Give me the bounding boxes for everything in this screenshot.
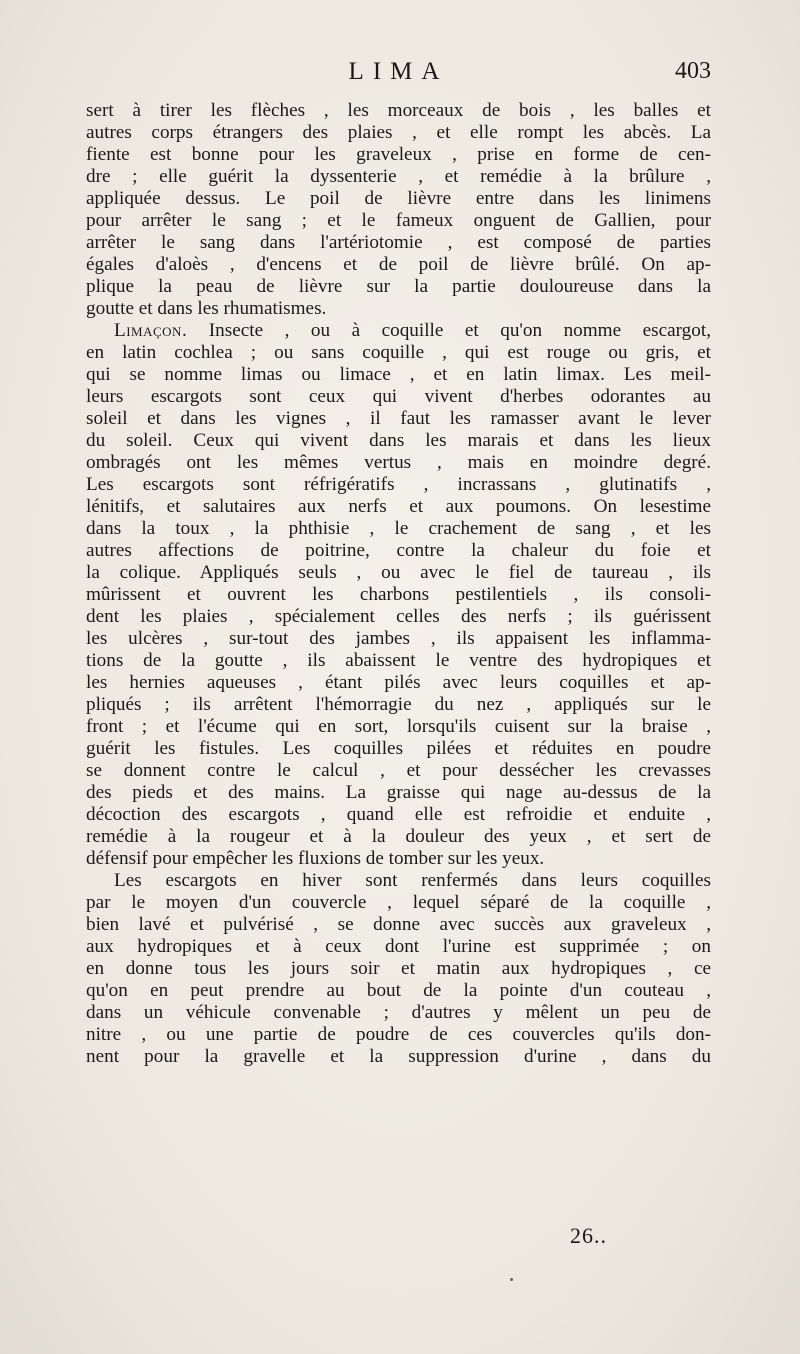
running-header xyxy=(86,58,711,98)
text-line: se donnent contre le calcul , et pour dessécher les crevasses xyxy=(86,760,711,781)
page-number: 403 xyxy=(675,58,711,84)
text-line: décoction des escargots , quand elle est refroidie et enduite , xyxy=(86,804,711,825)
paragraph-continuation xyxy=(86,100,711,320)
text-line: qui se nomme limas ou limace , et en latin limax. Les meil- xyxy=(86,364,711,385)
text-line: les hernies aqueuses , étant pilés avec leurs coquilles et ap- xyxy=(86,672,711,693)
text-line: goutte et dans les rhumatismes. xyxy=(86,298,327,319)
entry-limacon xyxy=(86,320,711,870)
text-line: Les escargots sont réfrigératifs , incrassans , glutinatifs , xyxy=(86,474,711,495)
text-line: remédie à la rougeur et à la douleur des yeux , et sert de xyxy=(86,826,711,847)
text-line: défensif pour empêcher les fluxions de tomber sur les yeux. xyxy=(86,848,545,869)
text-line: nitre , ou une partie de poudre de ces couvercles qu'ils don- xyxy=(86,1024,711,1045)
paragraph-escargots-hiver xyxy=(86,870,711,1068)
text-line: en donne tous les jours soir et matin aux hydropiques , ce xyxy=(86,958,711,979)
text-line: tions de la goutte , ils abaissent le ventre des hydropiques et xyxy=(86,650,711,671)
text-line: pour arrêter le sang ; et le fameux onguent de Gallien, pour xyxy=(86,210,711,231)
text-line: front ; et l'écume qui en sort, lorsqu'ils cuisent sur la braise , xyxy=(86,716,711,737)
running-title: LIMA xyxy=(348,58,449,85)
text-line: leurs escargots sont ceux qui vivent d'herbes odorantes au xyxy=(86,386,711,407)
text-line: plique la peau de lièvre sur la partie douloureuse dans la xyxy=(86,276,711,297)
text-line: la colique. Appliqués seuls , ou avec le fiel de taureau , ils xyxy=(86,562,711,583)
text-line: ombragés ont les mêmes vertus , mais en moindre degré. xyxy=(86,452,711,473)
text-line: dans la toux , la phthisie , le crachement de sang , et les xyxy=(86,518,711,539)
text-line: du soleil. Ceux qui vivent dans les marais et dans les lieux xyxy=(86,430,711,451)
text-line: fiente est bonne pour les graveleux , prise en forme de cen- xyxy=(86,144,711,165)
text-line: dre ; elle guérit la dyssenterie , et remédie à la brûlure , xyxy=(86,166,711,187)
text-line: guérit les fistules. Les coquilles pilées et réduites en poudre xyxy=(86,738,711,759)
text-line: égales d'aloès , d'encens et de poil de lièvre brûlé. On ap- xyxy=(86,254,711,275)
text-line: dent les plaies , spécialement celles des nerfs ; ils guérissent xyxy=(86,606,711,627)
text-line: nent pour la gravelle et la suppression d'urine , dans du xyxy=(86,1046,711,1067)
entry-headword: Limaçon. xyxy=(114,320,188,341)
text-line: par le moyen d'un couvercle , lequel séparé de la coquille , xyxy=(86,892,711,913)
text-line: arrêter le sang dans l'artériotomie , est composé de parties xyxy=(86,232,711,253)
text-line: autres corps étrangers des plaies , et elle rompt les abcès. La xyxy=(86,122,711,143)
text-line: lénitifs, et salutaires aux nerfs et aux poumons. On lesestime xyxy=(86,496,711,517)
text-line: en latin cochlea ; ou sans coquille , qui est rouge ou gris, et xyxy=(86,342,711,363)
text-line: qu'on en peut prendre au bout de la pointe d'un couteau , xyxy=(86,980,711,1001)
text-line: des pieds et des mains. La graisse qui nage au-dessus de la xyxy=(86,782,711,803)
text-line: bien lavé et pulvérisé , se donne avec succès aux graveleux , xyxy=(86,914,711,935)
text-line: les ulcères , sur-tout des jambes , ils appaisent les inflamma- xyxy=(86,628,711,649)
text-line: appliquée dessus. Le poil de lièvre entre dans les linimens xyxy=(86,188,711,209)
text-line: pliqués ; ils arrêtent l'hémorragie du nez , appliqués sur le xyxy=(86,694,711,715)
signature-mark: 26.. xyxy=(570,1223,607,1248)
text-line: sert à tirer les flèches , les morceaux de bois , les balles et xyxy=(86,100,711,121)
text-line xyxy=(86,320,711,342)
text-line: Les escargots en hiver sont renfermés dans leurs coquilles xyxy=(114,870,711,891)
text-line: autres affections de poitrine, contre la chaleur du foie et xyxy=(86,540,711,561)
text-line: dans un véhicule convenable ; d'autres y mêlent un peu de xyxy=(86,1002,711,1023)
text-line: aux hydropiques et à ceux dont l'urine est supprimée ; on xyxy=(86,936,711,957)
paper-speck xyxy=(510,1278,513,1281)
text-line: soleil et dans les vignes , il faut les ramasser avant le lever xyxy=(86,408,711,429)
entry-first-line: Insecte , ou à coquille et qu'on nomme escargot, xyxy=(187,320,711,341)
text-line: mûrissent et ouvrent les charbons pestilentiels , ils consoli- xyxy=(86,584,711,605)
page-body xyxy=(86,100,711,1068)
